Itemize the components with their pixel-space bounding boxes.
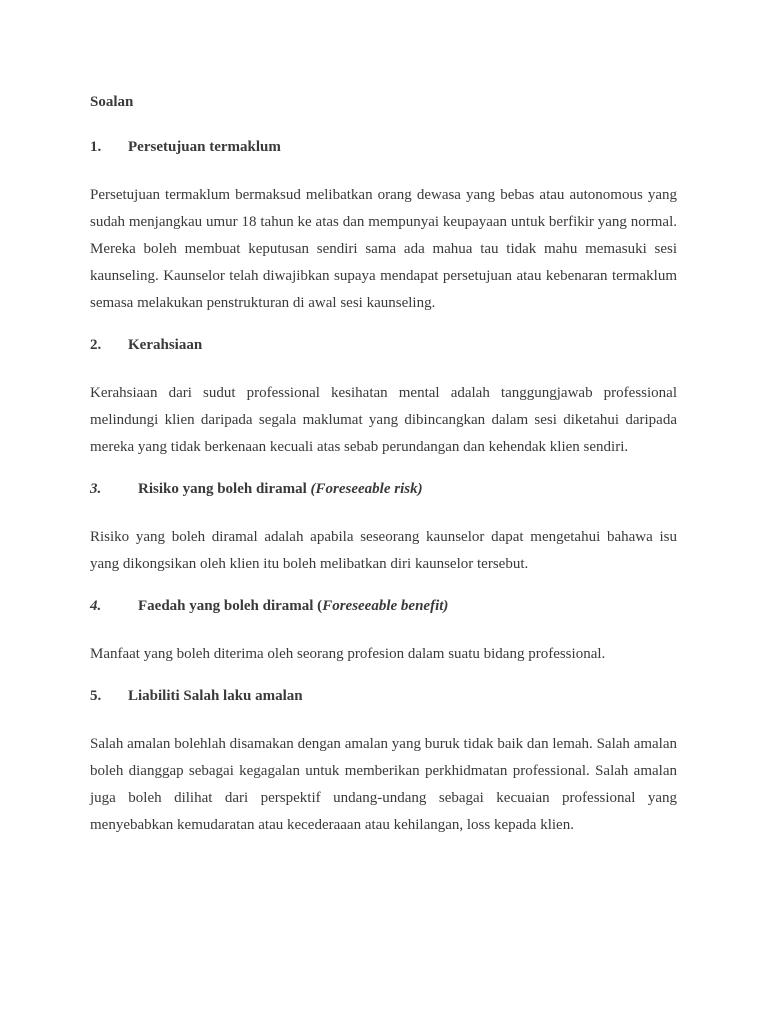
section-2-body: Kerahsiaan dari sudut professional kesihatan mental adalah tanggungjawab professional melindungi klien daripada segala maklumat yang dibincangkan dalam sesi diketahui daripada mereka yang tidak berkenaan kecuali atas sebab perundangan dan kehendak klien sendiri. [90, 385, 677, 455]
section-5-number: 5. [90, 688, 102, 704]
section-2-title: Kerahsiaan [128, 337, 203, 353]
section-3-number: 3. [90, 481, 102, 497]
section-1-title: Persetujuan termaklum [128, 139, 281, 155]
section-3-title: Risiko yang boleh diramal [138, 481, 311, 497]
section-4-body: Manfaat yang boleh diterima oleh seorang profesion dalam suatu bidang professional. [90, 646, 606, 662]
section-4-title: Faedah yang boleh diramal ( [138, 598, 323, 614]
section-3-title-note: (Foreseeable risk) [310, 481, 423, 497]
section-5-heading [90, 686, 677, 706]
section-1-number: 1. [90, 139, 102, 155]
section-5-title: Liabiliti Salah laku amalan [128, 688, 303, 704]
section-1-body: Persetujuan termaklum bermaksud melibatkan orang dewasa yang bebas atau autonomous yang sudah menjangkau umur 18 tahun ke atas dan mempunyai keupayaan untuk berfikir yang normal. Mereka boleh membuat keputusan sendiri sama ada mahua tau tidak mahu memasuki sesi kaunseling. Kaunselor telah diwajibkan supaya mendapat persetujuan atau kebenaran termaklum semasa melakukan penstrukturan di awal sesi kaunseling. [90, 187, 677, 311]
section-2-number: 2. [90, 337, 102, 353]
section-4-number: 4. [90, 598, 102, 614]
section-2-heading [90, 335, 677, 355]
section-5-body: Salah amalan bolehlah disamakan dengan amalan yang buruk tidak baik dan lemah. Salah amalan boleh dianggap sebagai kegagalan untuk memberikan perkhidmatan professional. Salah amalan juga boleh dilihat dari perspektif undang-undang sebagai kecuaian professional yang menyebabkan kemudaratan atau kecederaaan atau kehilangan, loss kepada klien. [90, 736, 677, 833]
section-3-heading [90, 479, 677, 499]
document-title: Soalan [90, 94, 134, 110]
document-page [90, 92, 677, 857]
section-1-heading [90, 137, 677, 157]
section-4-title-note: Foreseeable benefit) [322, 598, 449, 614]
section-3-body: Risiko yang boleh diramal adalah apabila seseorang kaunselor dapat mengetahui bahawa isu yang dikongsikan oleh klien itu boleh melibatkan diri kaunselor tersebut. [90, 529, 677, 572]
section-4-heading [90, 596, 677, 616]
section-3-title-wrap [138, 479, 423, 499]
section-4-title-wrap [138, 596, 448, 616]
